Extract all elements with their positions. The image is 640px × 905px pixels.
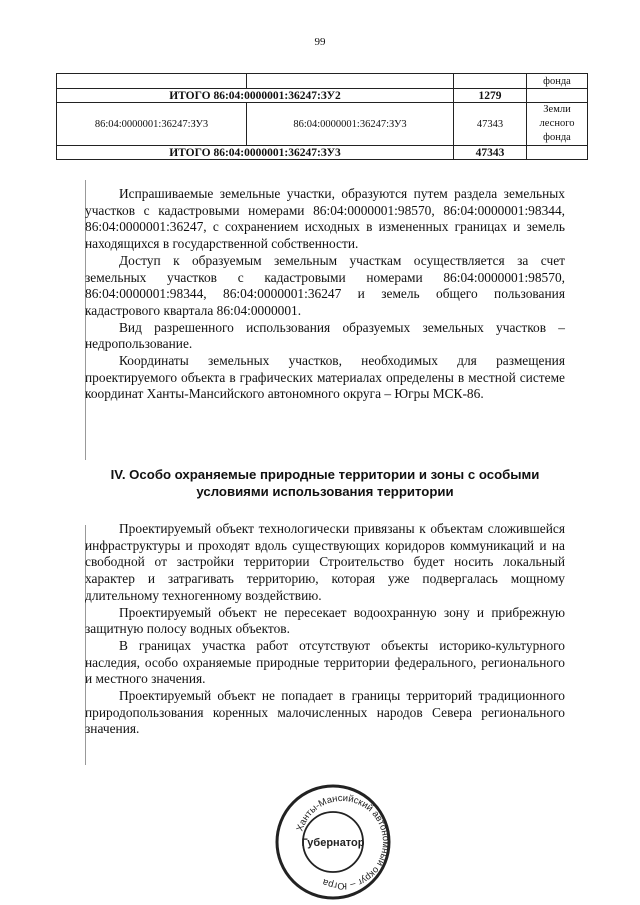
table-row <box>57 74 588 89</box>
land-plots-table <box>56 73 588 160</box>
table-row <box>57 89 588 103</box>
category-line: лесного <box>539 118 575 129</box>
paragraph: Испрашиваемые земельные участки, образуются путем раздела земельных участков с кадастровыми номерами 86:04:0000001:98570, 86:04:0000001:98344, 86:04:0000001:36247, с сохранением исходных в измененных границах и земель находящихся в государственной собственности. <box>85 186 565 252</box>
total-label: ИТОГО 86:04:0000001:36247:ЗУ2 <box>57 89 454 103</box>
paragraph: Доступ к образуемым земельным участкам осуществляется за счет земельных участков с кадастровыми номерами 86:04:0000001:98570, 86:04:0000001:98344, 86:04:0000001:36247 и земель общего пользования кадастрового квартала 86:04:0000001. <box>85 252 565 318</box>
plot-number-cell: 86:04:0000001:36247:ЗУ3 <box>57 103 247 146</box>
total-label: ИТОГО 86:04:0000001:36247:ЗУ3 <box>57 146 454 160</box>
governor-seal <box>263 772 403 902</box>
seal-ring-text: Ханты-Мансийский автономный округ – Югра <box>294 792 392 892</box>
page-number: 99 <box>314 36 326 48</box>
paragraph: Вид разрешенного использования образуемых земельных участков – недропользование. <box>85 319 565 352</box>
land-category-cell: фонда <box>527 74 588 89</box>
body-text-block <box>85 521 565 738</box>
section-title-line: условиями использования территории <box>196 484 454 499</box>
table-row <box>57 146 588 160</box>
plot-number-cell: 86:04:0000001:36247:ЗУ3 <box>247 103 454 146</box>
section-heading <box>85 466 565 500</box>
body-text-block <box>85 186 565 403</box>
paragraph: Проектируемый объект не пересекает водоохранную зону и прибрежную защитную полосу водных объектов. <box>85 604 565 637</box>
total-value: 47343 <box>454 146 527 160</box>
seal-center-text: Губернатор <box>301 837 365 849</box>
section-title-line: IV. Особо охраняемые природные территории и зоны с особыми <box>110 467 540 482</box>
table-row <box>57 103 588 146</box>
paragraph: Проектируемый объект не попадает в границы территорий традиционного природопользования коренных малочисленных народов Севера регионального значения. <box>85 688 565 737</box>
category-line: фонда <box>543 132 571 143</box>
total-value: 1279 <box>454 89 527 103</box>
area-cell: 47343 <box>454 103 527 146</box>
land-category-cell <box>527 103 588 146</box>
paragraph: Координаты земельных участков, необходимых для размещения проектируемого объекта в графических материалах определены в местной системе координат Ханты-Мансийского автономного округа – Югры МСК-86. <box>85 353 565 402</box>
paragraph: В границах участка работ отсутствуют объекты историко-культурного наследия, особо охраняемые природные территории федерального, регионального и местного значения. <box>85 637 565 687</box>
category-line: Земли <box>543 104 571 115</box>
paragraph: Проектируемый объект технологически привязаны к объектам сложившейся инфраструктуры и проходят вдоль существующих коридоров коммуникаций и на свободной от застройки территории Строительство будет носить локальный характер и затрагивать территорию, которая уже подвергалась мощному длительному техногенному воздействию. <box>85 521 565 603</box>
